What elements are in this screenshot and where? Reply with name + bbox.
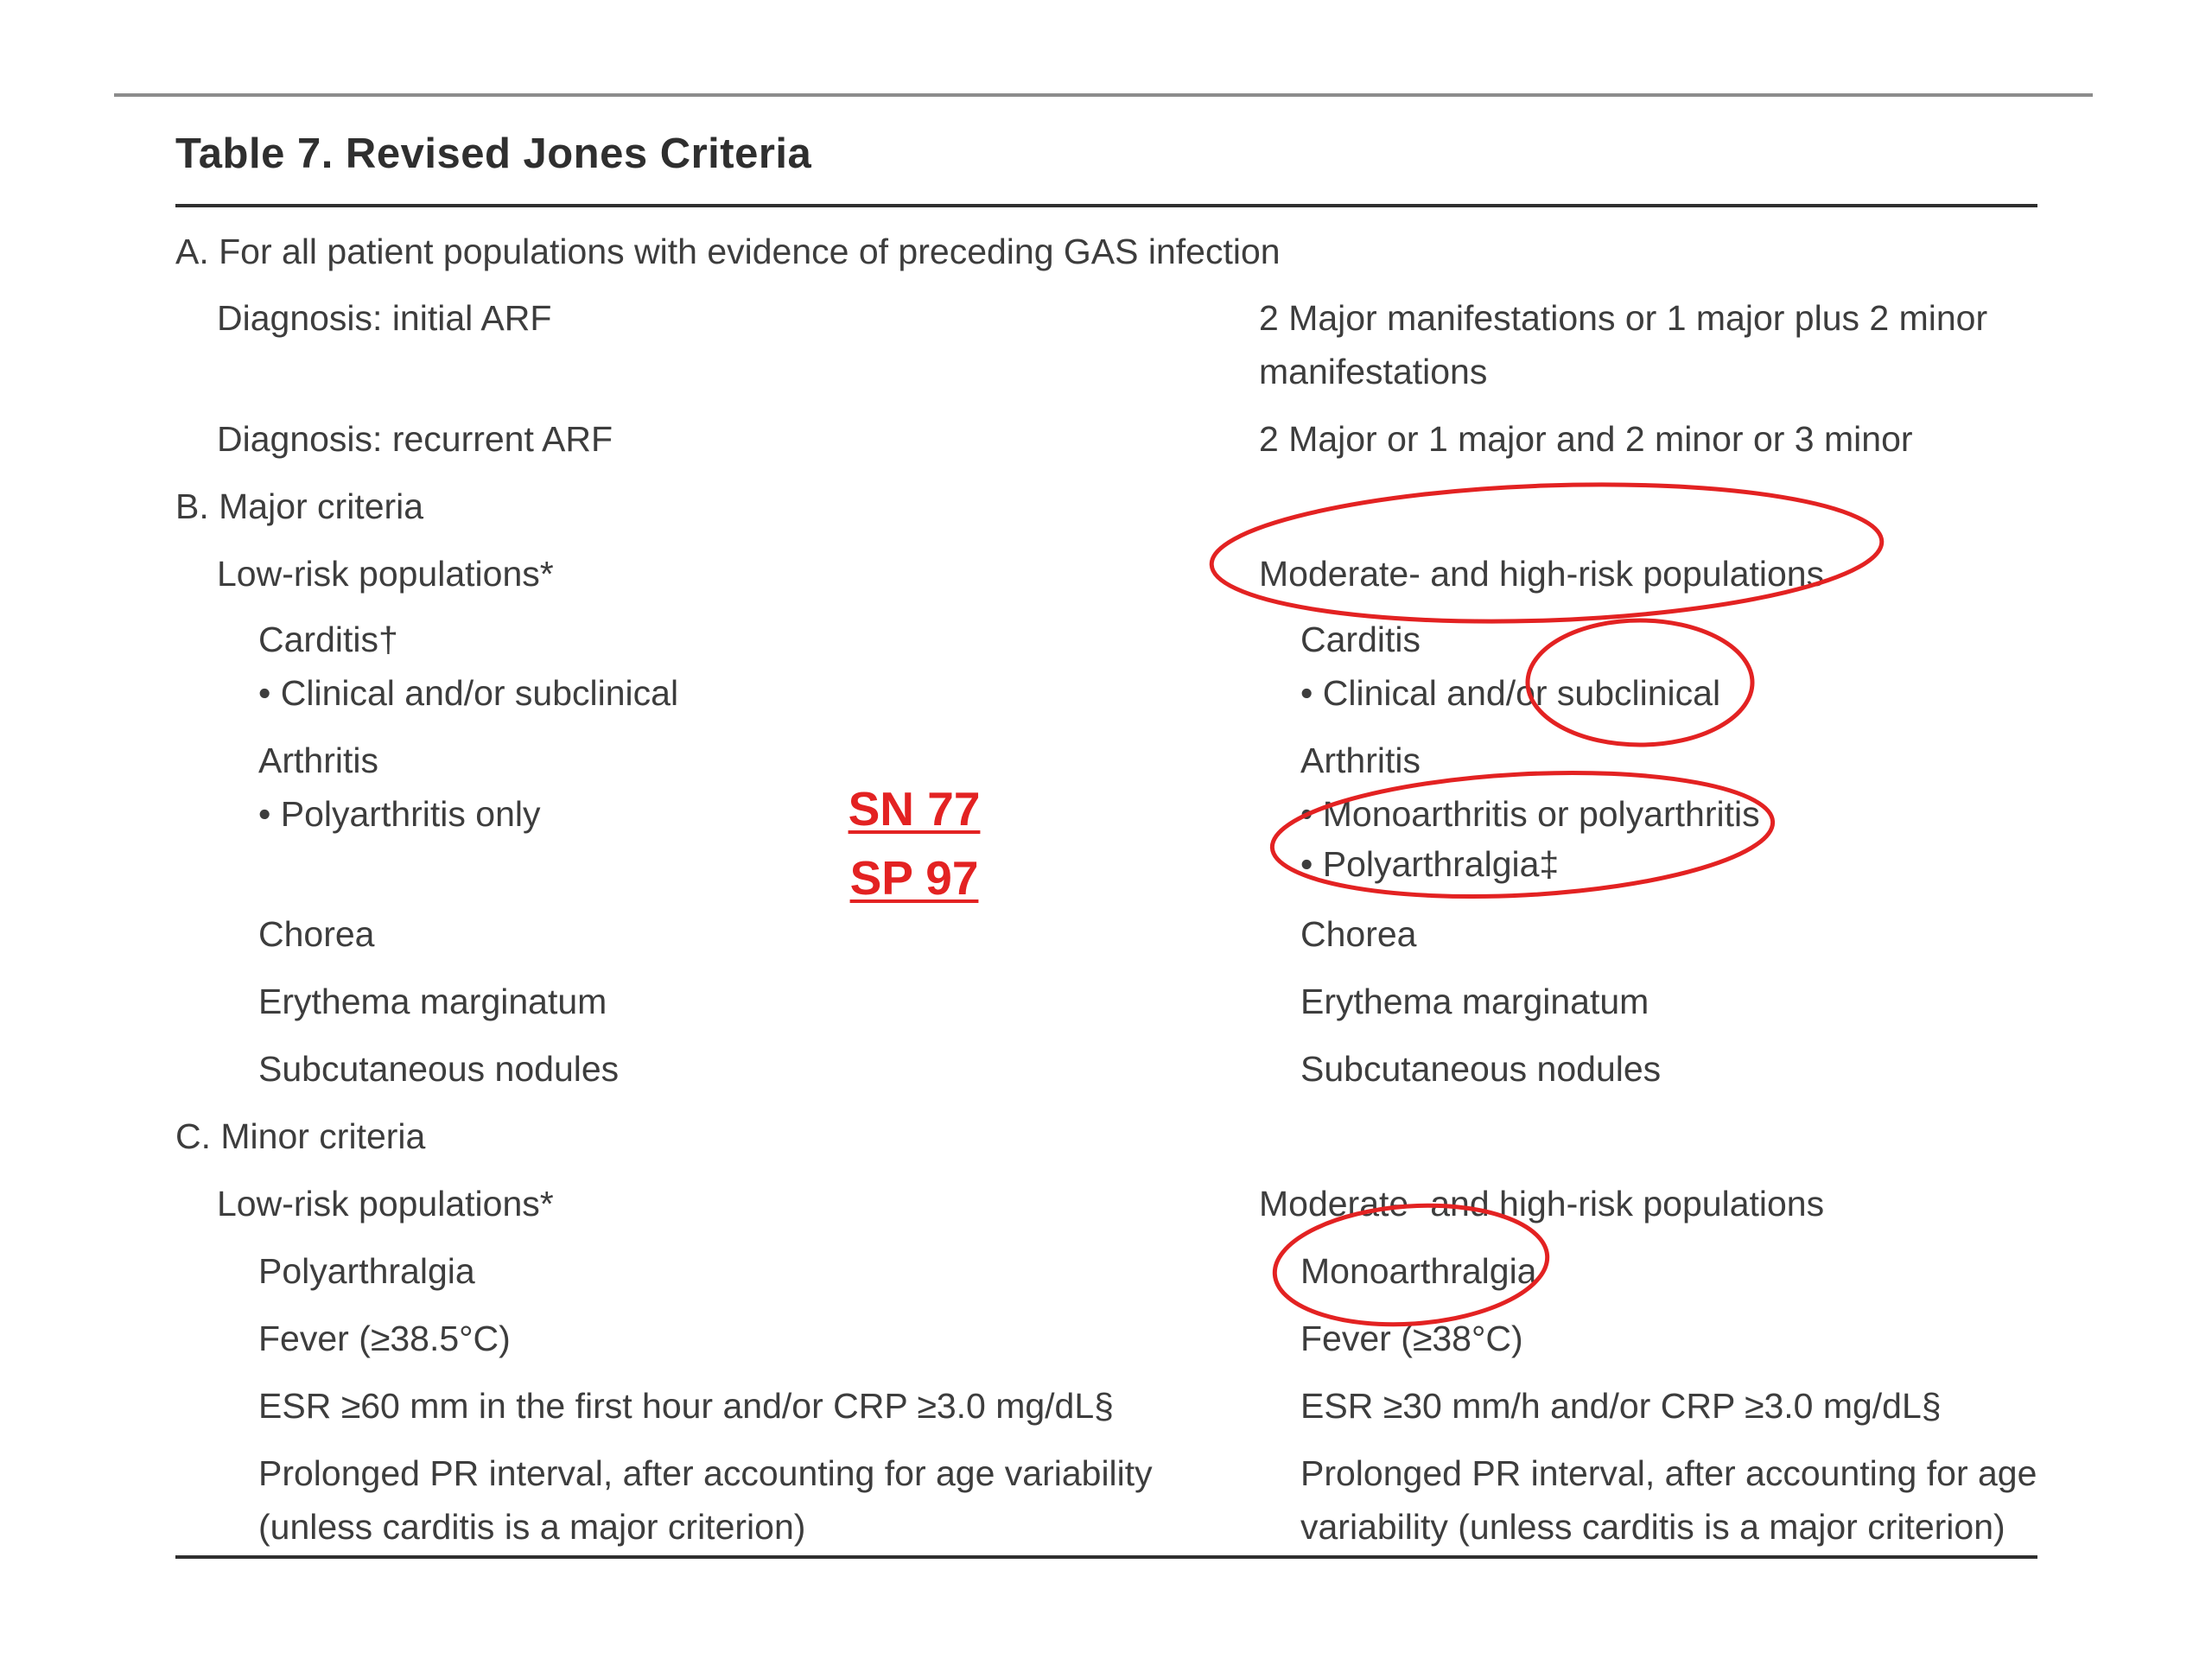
- recurrent-arf-label: Diagnosis: recurrent ARF: [217, 419, 613, 459]
- minor-low-esr: ESR ≥60 mm in the first hour and/or CRP ≥3.0 mg/dL§: [258, 1386, 1114, 1426]
- minor-high-monoarthralgia: Monoarthralgia: [1300, 1251, 1537, 1291]
- major-low-carditis: Carditis†: [258, 620, 398, 659]
- table-title: Table 7. Revised Jones Criteria: [175, 130, 812, 177]
- minor-low-pr-line2: (unless carditis is a major criterion): [258, 1507, 806, 1547]
- minor-high-risk-header: Moderate- and high-risk populations: [1259, 1184, 1825, 1224]
- minor-low-pr-line1: Prolonged PR interval, after accounting for age variability: [258, 1453, 1153, 1493]
- initial-arf-value-line1: 2 Major manifestations or 1 major plus 2 minor: [1259, 298, 1988, 338]
- section-a-heading: A. For all patient populations with evidence of preceding GAS infection: [175, 232, 1281, 271]
- initial-arf-value-line2: manifestations: [1259, 352, 1488, 391]
- major-high-chorea: Chorea: [1300, 914, 1417, 954]
- major-high-polyarthralgia: • Polyarthralgia‡: [1300, 844, 1560, 884]
- minor-high-pr-line1: Prolonged PR interval, after accounting for age: [1300, 1453, 2037, 1493]
- minor-high-esr: ESR ≥30 mm/h and/or CRP ≥3.0 mg/dL§: [1300, 1386, 1942, 1426]
- initial-arf-label: Diagnosis: initial ARF: [217, 298, 552, 338]
- major-low-arthritis: Arthritis: [258, 741, 378, 780]
- major-high-arthritis-detail: • Monoarthritis or polyarthritis: [1300, 794, 1760, 834]
- major-high-carditis: Carditis: [1300, 620, 1421, 659]
- major-high-nodules: Subcutaneous nodules: [1300, 1049, 1662, 1089]
- recurrent-arf-value: 2 Major or 1 major and 2 minor or 3 minor: [1259, 419, 1913, 459]
- sensitivity-annotation: SN 77: [848, 782, 981, 836]
- major-low-risk-header: Low-risk populations*: [217, 554, 554, 594]
- major-high-erythema: Erythema marginatum: [1300, 982, 1649, 1021]
- top-divider: [114, 93, 2093, 97]
- major-low-nodules: Subcutaneous nodules: [258, 1049, 620, 1089]
- minor-high-fever: Fever (≥38°C): [1300, 1319, 1523, 1358]
- section-c-heading: C. Minor criteria: [175, 1116, 426, 1156]
- major-low-arthritis-detail: • Polyarthritis only: [258, 794, 541, 834]
- specificity-annotation: SP 97: [849, 851, 979, 905]
- minor-low-fever: Fever (≥38.5°C): [258, 1319, 511, 1358]
- major-high-arthritis: Arthritis: [1300, 741, 1421, 780]
- minor-low-polyarthralgia: Polyarthralgia: [258, 1251, 475, 1291]
- title-divider: [175, 204, 2037, 207]
- major-low-erythema: Erythema marginatum: [258, 982, 607, 1021]
- major-high-risk-header: Moderate- and high-risk populations: [1259, 554, 1825, 594]
- major-low-carditis-detail: • Clinical and/or subclinical: [258, 673, 679, 713]
- minor-high-pr-line2: variability (unless carditis is a major criterion): [1300, 1507, 2005, 1547]
- major-low-chorea: Chorea: [258, 914, 375, 954]
- minor-low-risk-header: Low-risk populations*: [217, 1184, 554, 1224]
- bottom-divider: [175, 1555, 2037, 1559]
- major-high-carditis-detail: • Clinical and/or subclinical: [1300, 673, 1721, 713]
- section-b-heading: B. Major criteria: [175, 486, 424, 526]
